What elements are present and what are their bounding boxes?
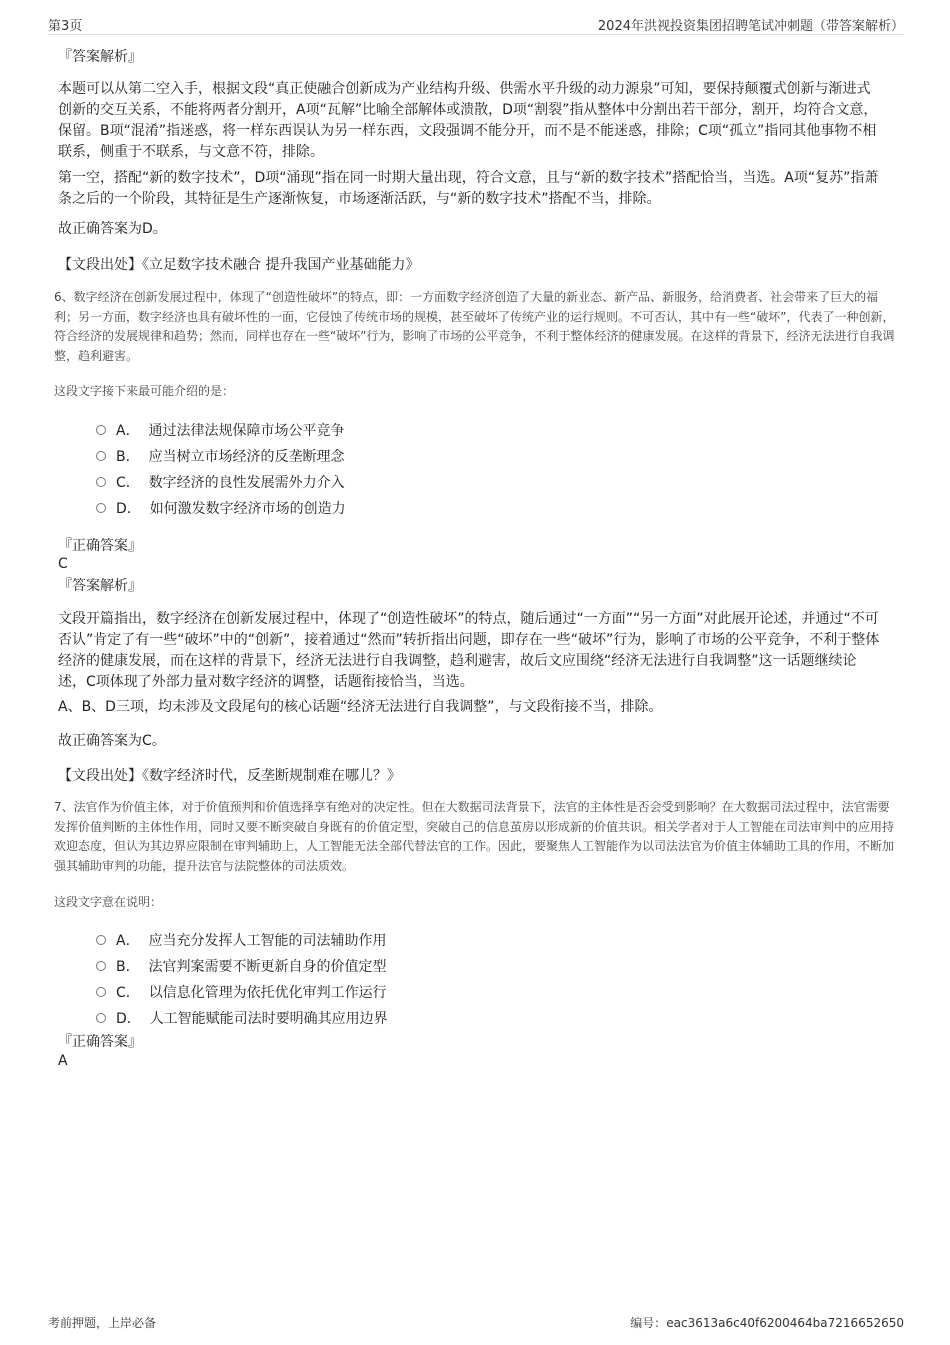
q5-analysis-para2: 第一空，搭配“新的数字技术”，D项“涌现”指在同一时期大量出现，符合文意，且与“新的数字技术”搭配恰当，当选。A项“复苏”指萧条之后的一个阶段，其特征是生产逐渐恢复，市场逐渐活跃，与“新的数字技术”搭配不当，排除。 (58, 170, 879, 207)
page-number: 第3页 (48, 19, 83, 34)
radio-icon[interactable] (96, 451, 106, 461)
radio-icon[interactable] (96, 503, 106, 513)
q6-analysis-para2: A、B、D三项，均未涉及文段尾句的核心话题“经济无法进行自我调整”，与文段衔接不当，排除。 (58, 699, 663, 715)
q6-answer: C (58, 556, 68, 572)
document-id: 编号：eac3613a6c40f6200464ba7216652650 (630, 1316, 904, 1330)
q6-answer-label: 『正确答案』 (58, 538, 142, 554)
page-header (48, 14, 904, 35)
q5-analysis-label: 『答案解析』 (58, 49, 142, 65)
radio-icon[interactable] (96, 425, 106, 435)
q6-analysis-para1: 文段开篇指出，数字经济在创新发展过程中，体现了“创造性破坏”的特点，随后通过“一方面”“另一方面”对此展开论述，并通过“不可否认”肯定了有一些“破坏”中的“创新”，接着通过“然而”转折指出问题，即存在一些“破坏”行为，影响了市场的公平竞争，不利于整体经济的健康发展，而在这样的背景下，经济无法进行自我调整，趋利避害，故后文应围绕“经济无法进行自我调整”这一话题继续论述，C项体现了外部力量对数字经济的调整，话题衔接恰当，当选。 (58, 611, 880, 690)
radio-icon[interactable] (96, 987, 106, 997)
footer-slogan: 考前押题，上岸必备 (48, 1316, 157, 1330)
q5-conclusion: 故正确答案为D。 (58, 221, 167, 237)
radio-icon[interactable] (96, 961, 106, 971)
q7-stem: 7、法官作为价值主体，对于价值预判和价值选择享有绝对的决定性。但在大数据司法背景下，法官的主体性是否会受到影响？在大数据司法过程中，法官需要发挥价值判断的主体性作用，同时又要不断突破自身既有的价值定型，突破自己的信息茧房以形成新的价值共识。相关学者对于人工智能在司法审判中的应用持欢迎态度，但认为其边界应限制在审判辅助上，人工智能无法全部代替法官的工作。因此，要聚焦人工智能作为以司法法官为价值主体辅助工具的作用，不断加强其辅助审判的功能，提升法官与法院整体的司法质效。 (54, 800, 895, 873)
radio-icon[interactable] (96, 935, 106, 945)
q6-conclusion: 故正确答案为C。 (58, 733, 166, 749)
document-title: 2024年洪视投资集团招聘笔试冲刺题（带答案解析） (597, 19, 904, 34)
q5-analysis-para1: 本题可以从第二空入手，根据文段“真正使融合创新成为产业结构升级、供需水平升级的动力源泉”可知，要保持颠覆式创新与渐进式创新的交互关系，不能将两者分割开，A项“瓦解”比喻全部解体或溃散，D项“割裂”指从整体中分割出若干部分，割开，均符合文意，保留。B项“混淆”指迷惑，将一样东西误认为另一样东西，文段强调不能分开，而不是不能迷惑，排除；C项“孤立”指同其他事物不相联系，侧重于不联系，与文意不符，排除。 (58, 81, 878, 160)
q7-answer-label: 『正确答案』 (58, 1034, 142, 1050)
q5-source: 【文段出处】《立足数字技术融合 提升我国产业基础能力》 (58, 257, 420, 273)
radio-icon[interactable] (96, 477, 106, 487)
radio-icon[interactable] (96, 1013, 106, 1023)
q7-prompt: 这段文字意在说明： (54, 895, 163, 909)
q6-prompt: 这段文字接下来最可能介绍的是： (54, 384, 235, 398)
q6-stem: 6、数字经济在创新发展过程中，体现了“创造性破坏”的特点，即：一方面数字经济创造了大量的新业态、新产品、新服务，给消费者、社会带来了巨大的福利；另一方面，数字经济也具有破坏性的一面，它侵蚀了传统市场的规模，甚至破坏了传统产业的运行规则。不可否认，其中有一些“破坏”，代表了一种创新，符合经济的发展规律和趋势；然而，同样也存在一些“破坏”行为，影响了市场的公平竞争，不利于整体经济的健康发展。在这样的背景下，经济无法进行自我调整，趋利避害。 (54, 290, 895, 363)
q6-analysis-label: 『答案解析』 (58, 578, 142, 594)
q7-answer: A (58, 1053, 68, 1069)
q6-source: 【文段出处】《数字经济时代，反垄断规制难在哪儿？》 (58, 768, 401, 784)
